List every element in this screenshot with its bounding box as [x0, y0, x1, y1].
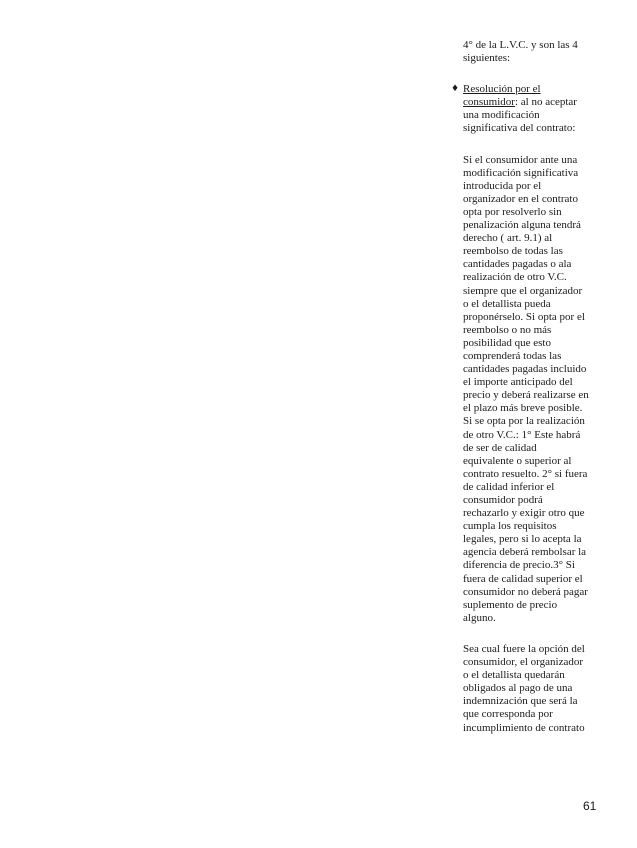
text-line: cantidades pagadas incluido	[463, 363, 587, 376]
text-line: el importe anticipado del	[463, 376, 573, 389]
text-line: incumplimiento de contrato	[463, 721, 585, 734]
text-line: precio y deberá realizarse en	[463, 389, 589, 402]
closing-paragraph	[463, 643, 601, 735]
text-line: rechazarlo y exigir otro que	[463, 507, 585, 520]
text-line: cantidades pagadas o ala	[463, 258, 572, 271]
text-line: Sea cual fuere la opción del	[463, 642, 585, 655]
text-line: 4° de la L.V.C. y son las 4	[463, 39, 578, 51]
text-line: de calidad inferior el	[463, 480, 555, 493]
text-line: comprenderá todas las	[463, 349, 562, 362]
main-paragraph	[463, 154, 601, 625]
text-line: indemnización que será la	[463, 695, 578, 708]
diamond-bullet-icon: ♦	[451, 84, 460, 95]
text-line: proponérselo. Si opta por el	[463, 310, 585, 323]
text-line: opta por resolverlo sin	[463, 205, 562, 218]
text-line: significativa del contrato:	[463, 122, 576, 135]
text-line: siempre que el organizador	[463, 284, 583, 297]
text-line: de otro V.C.: 1° Este habrá	[463, 428, 581, 441]
text-line: obligados al pago de una	[463, 682, 573, 695]
text-line: derecho ( art. 9.1) al	[463, 232, 553, 245]
text-line: posibilidad que esto	[463, 336, 551, 349]
page-number: 61	[583, 799, 597, 813]
text-line: penalización alguna tendrá	[463, 219, 581, 232]
text-line: de ser de calidad	[463, 441, 537, 454]
text-line: reembolso o no más	[463, 323, 552, 336]
text-line: agencia deberá rembolsar la	[463, 546, 587, 559]
text-line: organizador en el contrato	[463, 192, 578, 205]
text-line: introducida por el	[463, 179, 542, 192]
text-line: consumidor, el organizador	[463, 656, 584, 669]
text-line: alguno.	[463, 611, 496, 624]
bullet-title-line: Resolución por el	[463, 83, 541, 96]
intro-paragraph	[463, 39, 601, 65]
text-line: equivalente o superior al	[463, 454, 572, 467]
text-line: siguientes:	[463, 52, 511, 65]
text-line: reembolso de todas las	[463, 245, 563, 258]
text-line: suplemento de precio	[463, 598, 558, 611]
text-line: una modificación	[463, 109, 540, 122]
text-line: diferencia de precio.3° Si	[463, 559, 575, 572]
text-line: realización de otro V.C.	[463, 271, 567, 284]
text-line: el plazo más breve posible.	[463, 402, 583, 415]
text-column	[451, 39, 601, 735]
bullet-title-continuation: : al no aceptar	[514, 96, 577, 109]
text-line: legales, pero si lo acepta la	[463, 533, 582, 546]
bullet-title-line: consumidor	[463, 96, 515, 109]
text-line: que corresponda por	[463, 708, 553, 721]
text-line: Si se opta por la realización	[463, 415, 585, 428]
text-line: contrato resuelto. 2° si fuera	[463, 467, 588, 480]
text-line: cumpla los requisitos	[463, 520, 557, 533]
text-line: Si el consumidor ante una	[463, 153, 578, 166]
text-line: consumidor podrá	[463, 494, 543, 506]
text-line: o el detallista pueda	[463, 297, 551, 310]
bullet-paragraph	[451, 83, 601, 135]
text-line: modificación significativa	[463, 166, 579, 179]
text-line: consumidor no deberá pagar	[463, 585, 588, 598]
text-line: o el detallista quedarán	[463, 669, 565, 682]
text-line: fuera de calidad superior el	[463, 572, 583, 585]
